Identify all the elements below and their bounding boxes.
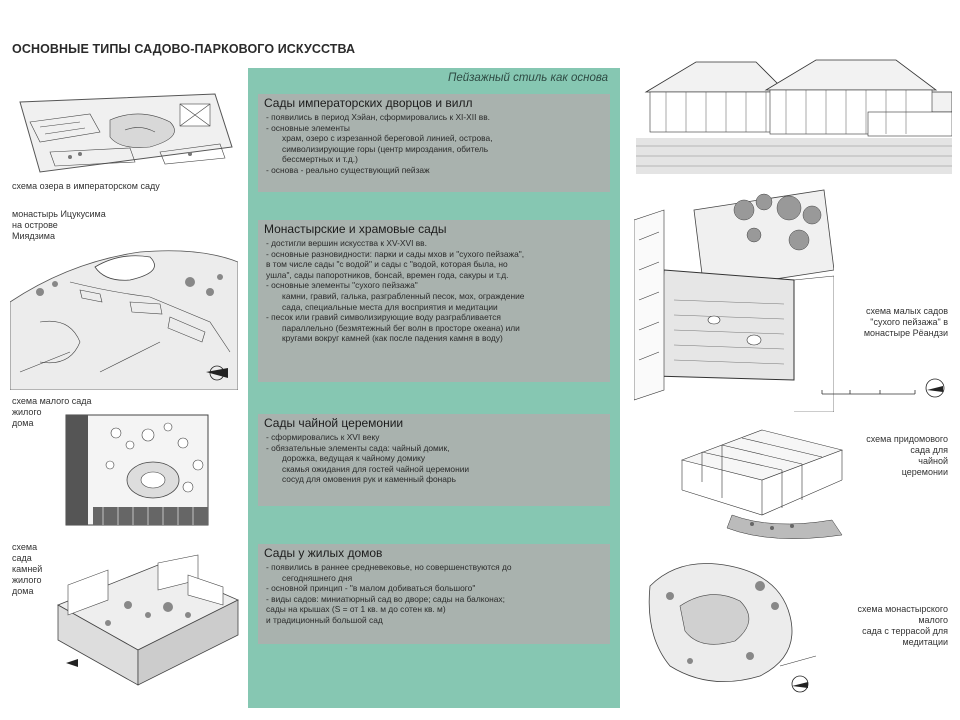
caption-small-garden: схема малого сада жилого дома (12, 396, 92, 428)
section-line: кругами вокруг камней (как после падения камня в воду) (282, 333, 503, 344)
section-line: камни, гравий, галька, разграбленный песок, мох, ограждение (282, 290, 525, 301)
section-line: сады на крышах (S = от 1 кв. м до сотен кв. м) (266, 604, 446, 615)
section-line: - достигли вершин искусства к XV-XVI вв. (266, 238, 427, 248)
section-line: дорожка, ведущая к чайному домику (282, 453, 426, 464)
section-lines (258, 112, 610, 176)
section-lines (258, 562, 610, 626)
section-line: - песок или гравий символизирующие воду разграбливается (266, 312, 501, 323)
section-line: - основные элементы "сухого пейзажа" (266, 280, 418, 291)
caption-terrace: схема монастырского малого сада с террасой для медитации (857, 604, 948, 647)
section-residential-gardens (258, 544, 610, 644)
stone-garden-sketch (48, 545, 240, 695)
section-line: сегодняшнего дня (282, 572, 353, 583)
imperial-lake-sketch (10, 92, 235, 180)
caption-stone-garden: схема сада камней жилого дома (12, 542, 43, 596)
caption-monastery: монастырь Ицукусима на острове Миядзима (12, 209, 106, 241)
dry-landscape-garden-sketch (634, 180, 834, 412)
section-line: и традиционный большой сад (266, 614, 383, 625)
section-lines (258, 238, 610, 344)
section-line: ушла", сады папоротников, бонсай, времен года, сакуры и т.д. (266, 269, 509, 280)
tea-garden-sketch (672, 420, 852, 540)
section-heading: Монастырские и храмовые сады (264, 222, 447, 236)
page-title: ОСНОВНЫЕ ТИПЫ САДОВО-ПАРКОВОГО ИСКУССТВА (12, 42, 356, 56)
section-imperial-gardens (258, 94, 610, 192)
content-panel (248, 68, 620, 708)
itsukushima-sketch (10, 222, 238, 390)
section-heading: Сады чайной церемонии (264, 416, 404, 430)
section-line: скамья ожидания для гостей чайной церемонии (282, 463, 470, 474)
section-line: в том числе сады "с водой" и сады с "водой, которая была, но (266, 259, 508, 270)
section-line: - сформировались к XVI веку (266, 432, 380, 442)
section-line: бессмертных и т.д.) (282, 154, 358, 165)
section-line: - основные элементы (266, 122, 350, 133)
palace-building-sketch (636, 42, 952, 174)
section-line: - основа - реально существующий пейзаж (266, 164, 430, 175)
section-line: сосуд для омовения рук и каменный фонарь (282, 474, 456, 485)
terrace-garden-sketch (640, 546, 816, 696)
section-line: сада, специальные места для восприятия и медитации (282, 301, 498, 312)
section-line: храм, озеро с изрезанной береговой линией, острова, (282, 133, 493, 144)
caption-lake: схема озера в императорском саду (12, 181, 160, 191)
section-line: - появились в раннее средневековье, но совершенствуются до (266, 562, 512, 572)
caption-dry-landscape: схема малых садов "сухого пейзажа" в монастыре Рёандзи (863, 306, 948, 338)
north-arrow-icon (820, 376, 950, 400)
section-heading: Сады императорских дворцов и вилл (264, 96, 473, 110)
section-lines (258, 432, 610, 485)
section-line: - обязательные элементы сада: чайный домик, (266, 442, 450, 453)
section-line: - виды садов: миниатюрный сад во дворе; сады на балконах; (266, 593, 505, 604)
section-heading: Сады у жилых домов (264, 546, 383, 560)
section-monastery-gardens (258, 220, 610, 382)
panel-header: Пейзажный стиль как основа (448, 72, 608, 84)
caption-tea-garden: схема придомового сада для чайной церемонии (866, 434, 948, 477)
section-line: - появились в период Хэйан, сформировались к XI-XII вв. (266, 112, 490, 122)
section-line: параллельно (безмятежный бег волн в просторе океана) или (282, 322, 520, 333)
section-line: - основные разновидности: парки и сады мхов и "сухого пейзажа", (266, 248, 525, 259)
section-line: символизирующие горы (центр мироздания, обитель (282, 143, 489, 154)
section-line: - основной принцип - "в малом добиваться большого" (266, 583, 476, 594)
section-tea-gardens (258, 414, 610, 506)
